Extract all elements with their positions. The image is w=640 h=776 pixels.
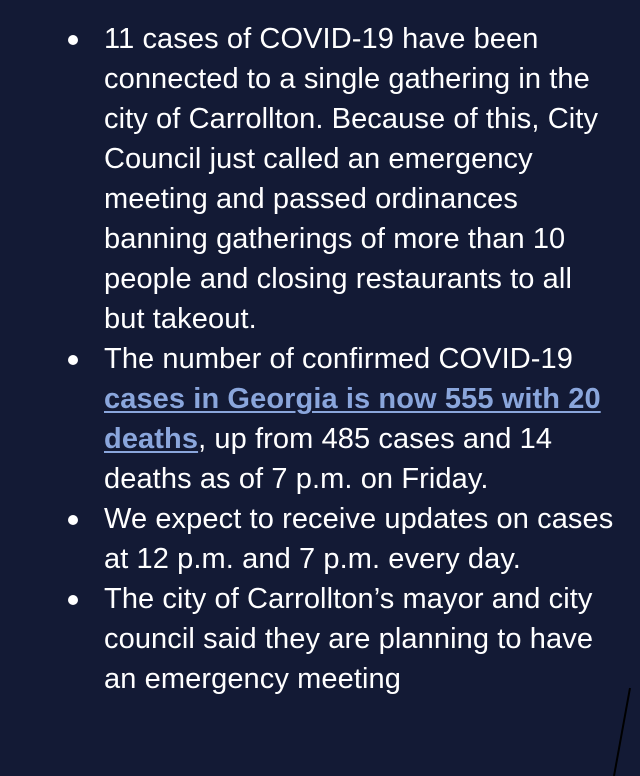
bullet-dot: [68, 515, 78, 525]
bullet-text: The city of Carrollton’s mayor and city council said they are planning to have an emergency meeting: [104, 583, 594, 695]
bullet-text: 11 cases of COVID-19 have been connected to a single gathering in the city of Carrollton. Because of this, City Council just called an emergency meeting and passed ordinances banning gatherings of more than 10 people and closing restaurants to all but takeout.: [104, 23, 599, 335]
bullet-text: We expect to receive updates on cases at 12 p.m. and 7 p.m. every day.: [104, 503, 614, 575]
bullet-text-after-link: , up from 485 cases and 14 deaths as of 7 p.m. on Friday.: [104, 423, 553, 495]
list-item: [0, 339, 640, 499]
bullet-dot: [68, 595, 78, 605]
bullet-list: [0, 19, 640, 699]
decorative-stroke: [600, 686, 640, 776]
georgia-cases-link[interactable]: cases in Georgia is now 555 with 20 deaths: [104, 383, 601, 455]
list-item: [0, 19, 640, 339]
bullet-dot: [68, 35, 78, 45]
bullet-text-before-link: The number of confirmed COVID-19: [104, 343, 573, 375]
list-item: [0, 499, 640, 579]
list-item: [0, 579, 640, 699]
bullet-dot: [68, 355, 78, 365]
